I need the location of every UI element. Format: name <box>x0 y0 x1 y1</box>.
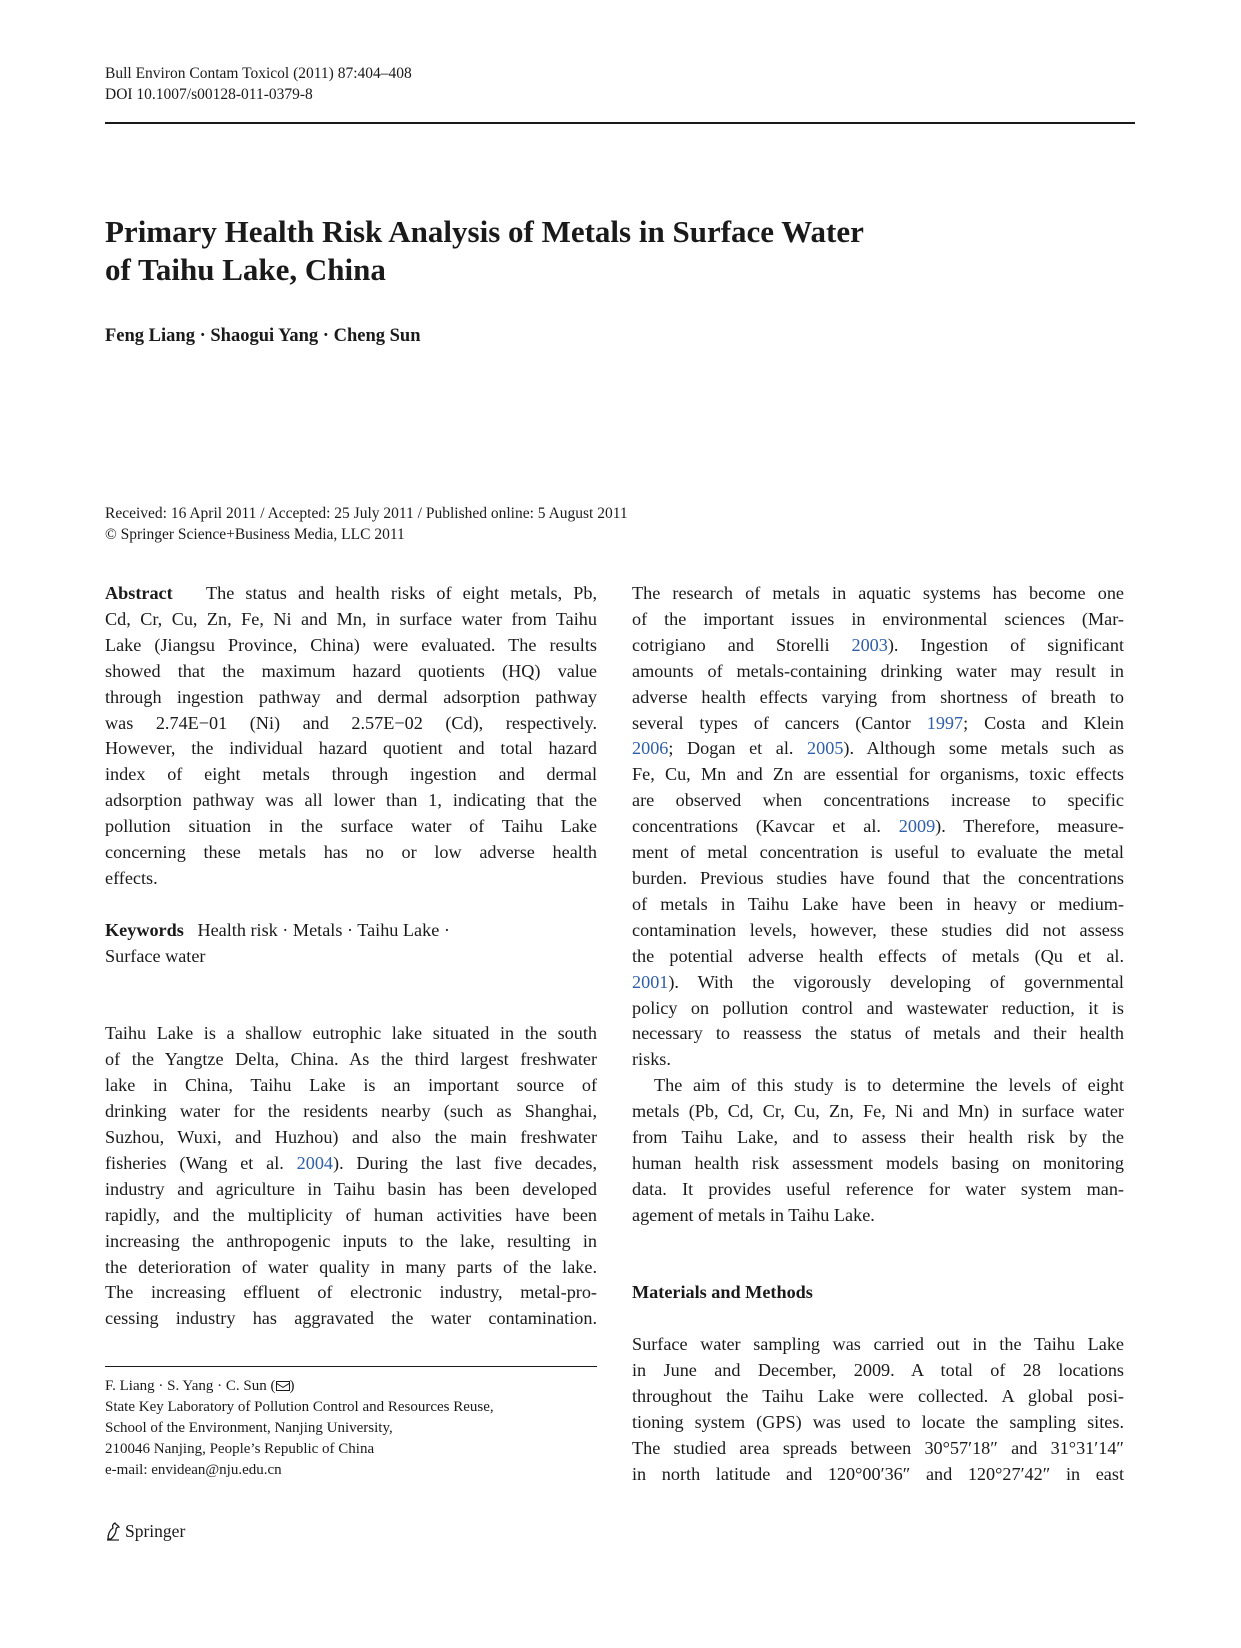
abstract-line: Abstract The status and health risks of eight metals, Pb, <box>105 583 597 603</box>
left-column <box>105 581 597 1332</box>
abstract-line: concerning these metals has no or low adverse health <box>105 842 597 863</box>
abstract-line: adsorption pathway was all lower than 1, indicating that the <box>105 790 597 811</box>
intro-line: rapidly, and the multiplicity of human activities have been <box>105 1204 597 1225</box>
footnote-authors: F. Liang · S. Yang · C. Sun ( ) <box>105 1378 295 1394</box>
methods-paragraph <box>632 1332 1124 1487</box>
body-line: of the important issues in environmental sciences (Mar- <box>632 608 1124 629</box>
affiliation-line: 210046 Nanjing, People’s Republic of China <box>105 1441 375 1457</box>
publisher-name: Springer <box>125 1521 186 1541</box>
body-line: The studied area spreads between 30°57′18″ and 31°31′14″ <box>632 1437 1124 1458</box>
author: Feng Liang <box>105 326 195 346</box>
keywords-label: Keywords <box>105 919 184 940</box>
author-list: Feng Liang · Shaogui Yang · Cheng Sun <box>105 326 421 346</box>
abstract-line: through ingestion pathway and dermal adsorption pathway <box>105 686 597 707</box>
intro-line: Taihu Lake is a shallow eutrophic lake situated in the south <box>105 1023 597 1044</box>
body-line: risks. <box>632 1049 671 1070</box>
citation-link[interactable]: 1997 <box>926 712 964 733</box>
affiliation-line: State Key Laboratory of Pollution Control and Resources Reuse, <box>105 1399 494 1415</box>
citation-link[interactable]: 2005 <box>807 738 844 759</box>
intro-line: drinking water for the residents nearby (such as Shanghai, <box>105 1101 597 1122</box>
body-line: metals (Pb, Cd, Cr, Cu, Zn, Fe, Ni and Mn) in surface water <box>632 1101 1124 1122</box>
body-line: The aim of this study is to determine the levels of eight <box>654 1075 1124 1096</box>
body-line: of metals in Taihu Lake have been in heavy or medium- <box>632 893 1124 914</box>
body-line: are observed when concentrations increase to specific <box>632 790 1124 811</box>
citation-link[interactable]: 2009 <box>898 816 936 837</box>
body-line: tioning system (GPS) was used to locate the sampling sites. <box>632 1411 1124 1432</box>
citation-link[interactable]: 2004 <box>296 1152 334 1173</box>
publication-dates <box>105 503 628 545</box>
intro-line: increasing the anthropogenic inputs to the lake, resulting in <box>105 1230 597 1251</box>
abstract-line: However, the individual hazard quotient and total hazard <box>105 738 597 759</box>
citation-link[interactable]: 2001 <box>632 971 669 992</box>
body-line: burden. Previous studies have found that the concentrations <box>632 867 1124 888</box>
intro-line: industry and agriculture in Taihu basin has been developed <box>105 1178 597 1199</box>
abstract-line: was 2.74E−01 (Ni) and 2.57E−02 (Cd), respectively. <box>105 712 597 733</box>
citation-link[interactable]: 2003 <box>851 634 888 655</box>
intro-paragraph-3 <box>632 1073 1124 1228</box>
springer-logo <box>105 1520 185 1542</box>
introduction <box>105 1021 597 1332</box>
abstract-line: showed that the maximum hazard quotients (HQ) value <box>105 660 597 681</box>
body-line: the potential adverse health effects of metals (Qu et al. <box>632 945 1124 966</box>
body-line: amounts of metals-containing drinking water may result in <box>632 660 1124 681</box>
keywords-line: Surface water <box>105 945 206 966</box>
intro-line: fisheries (Wang et al. 2004). During the last five decades, <box>105 1152 597 1173</box>
abstract-line: effects. <box>105 867 158 888</box>
right-column <box>632 581 1124 1488</box>
body-line: several types of cancers (Cantor 1997; Costa and Klein <box>632 712 1124 733</box>
body-line: contamination levels, however, these studies did not assess <box>632 919 1124 940</box>
body-line: concentrations (Kavcar et al. 2009). Therefore, measure- <box>632 816 1124 837</box>
paper-title <box>105 213 1005 289</box>
body-line: Surface water sampling was carried out in the Taihu Lake <box>632 1334 1124 1355</box>
body-line: 2006; Dogan et al. 2005). Although some metals such as <box>632 738 1124 759</box>
intro-paragraph-2 <box>632 581 1124 1073</box>
intro-line: lake in China, Taihu Lake is an important source of <box>105 1075 597 1096</box>
envelope-icon <box>276 1381 290 1391</box>
affiliation-line: School of the Environment, Nanjing University, <box>105 1420 393 1436</box>
intro-line: The increasing effluent of electronic industry, metal-pro- <box>105 1282 597 1303</box>
intro-line: of the Yangtze Delta, China. As the third largest freshwater <box>105 1049 597 1070</box>
abstract-line: pollution situation in the surface water of Taihu Lake <box>105 816 597 837</box>
body-line: cotrigiano and Storelli 2003). Ingestion of significant <box>632 634 1125 655</box>
journal-citation: Bull Environ Contam Toxicol (2011) 87:404–408 <box>105 65 412 82</box>
body-line: Fe, Cu, Mn and Zn are essential for organisms, toxic effects <box>632 764 1124 785</box>
intro-line: Suzhou, Wuxi, and Huzhou) and also the main freshwater <box>105 1127 597 1147</box>
keywords <box>105 918 597 970</box>
body-line: human health risk assessment models basing on monitoring <box>632 1152 1124 1173</box>
author-affiliation-footnote <box>105 1376 597 1481</box>
body-line: from Taihu Lake, and to assess their health risk by the <box>632 1127 1124 1148</box>
intro-line: the deterioration of water quality in many parts of the lake. <box>105 1256 597 1277</box>
citation-link[interactable]: 2006 <box>632 738 669 759</box>
copyright-line: © Springer Science+Business Media, LLC 2011 <box>105 526 405 543</box>
author: Cheng Sun <box>333 326 421 346</box>
abstract-line: Cd, Cr, Cu, Zn, Fe, Ni and Mn, in surface water from Taihu <box>105 608 597 629</box>
dates-line: Received: 16 April 2011 / Accepted: 25 July 2011 / Published online: 5 August 2011 <box>105 505 628 522</box>
body-line: policy on pollution control and wastewater reduction, it is <box>632 997 1124 1018</box>
abstract-label: Abstract <box>105 583 173 603</box>
body-line: ment of metal concentration is useful to evaluate the metal <box>632 842 1124 863</box>
body-line: in north latitude and 120°00′36″ and 120°27′42″ in east <box>632 1463 1124 1484</box>
body-line: throughout the Taihu Lake were collected. A global posi- <box>632 1386 1124 1407</box>
footnote-rule <box>105 1366 597 1367</box>
email-line[interactable]: e-mail: envidean@nju.edu.cn <box>105 1462 282 1478</box>
body-line: data. It provides useful reference for water system man- <box>632 1178 1124 1199</box>
title-line-2: of Taihu Lake, China <box>105 252 386 287</box>
author: Shaogui Yang <box>210 326 319 346</box>
doi: DOI 10.1007/s00128-011-0379-8 <box>105 86 313 103</box>
abstract-line: index of eight metals through ingestion and dermal <box>105 764 597 785</box>
body-line: 2001). With the vigorously developing of governmental <box>632 971 1124 992</box>
section-heading-materials-methods: Materials and Methods <box>632 1282 813 1303</box>
body-line: The research of metals in aquatic systems has become one <box>632 583 1124 603</box>
abstract-line: Lake (Jiangsu Province, China) were evaluated. The results <box>105 634 597 655</box>
body-line: necessary to reassess the status of metals and their health <box>632 1023 1124 1044</box>
body-line: adverse health effects varying from shortness of breath to <box>632 686 1124 707</box>
body-line: in June and December, 2009. A total of 28 locations <box>632 1360 1124 1381</box>
abstract <box>105 581 597 892</box>
keywords-line: Keywords Health risk · Metals · Taihu Lake · <box>105 919 450 940</box>
header-rule <box>105 122 1135 124</box>
body-line: agement of metals in Taihu Lake. <box>632 1204 875 1225</box>
springer-horse-icon <box>105 1521 121 1541</box>
title-line-1: Primary Health Risk Analysis of Metals in Surface Water <box>105 214 864 249</box>
intro-line: cessing industry has aggravated the water contamination. <box>105 1308 597 1329</box>
